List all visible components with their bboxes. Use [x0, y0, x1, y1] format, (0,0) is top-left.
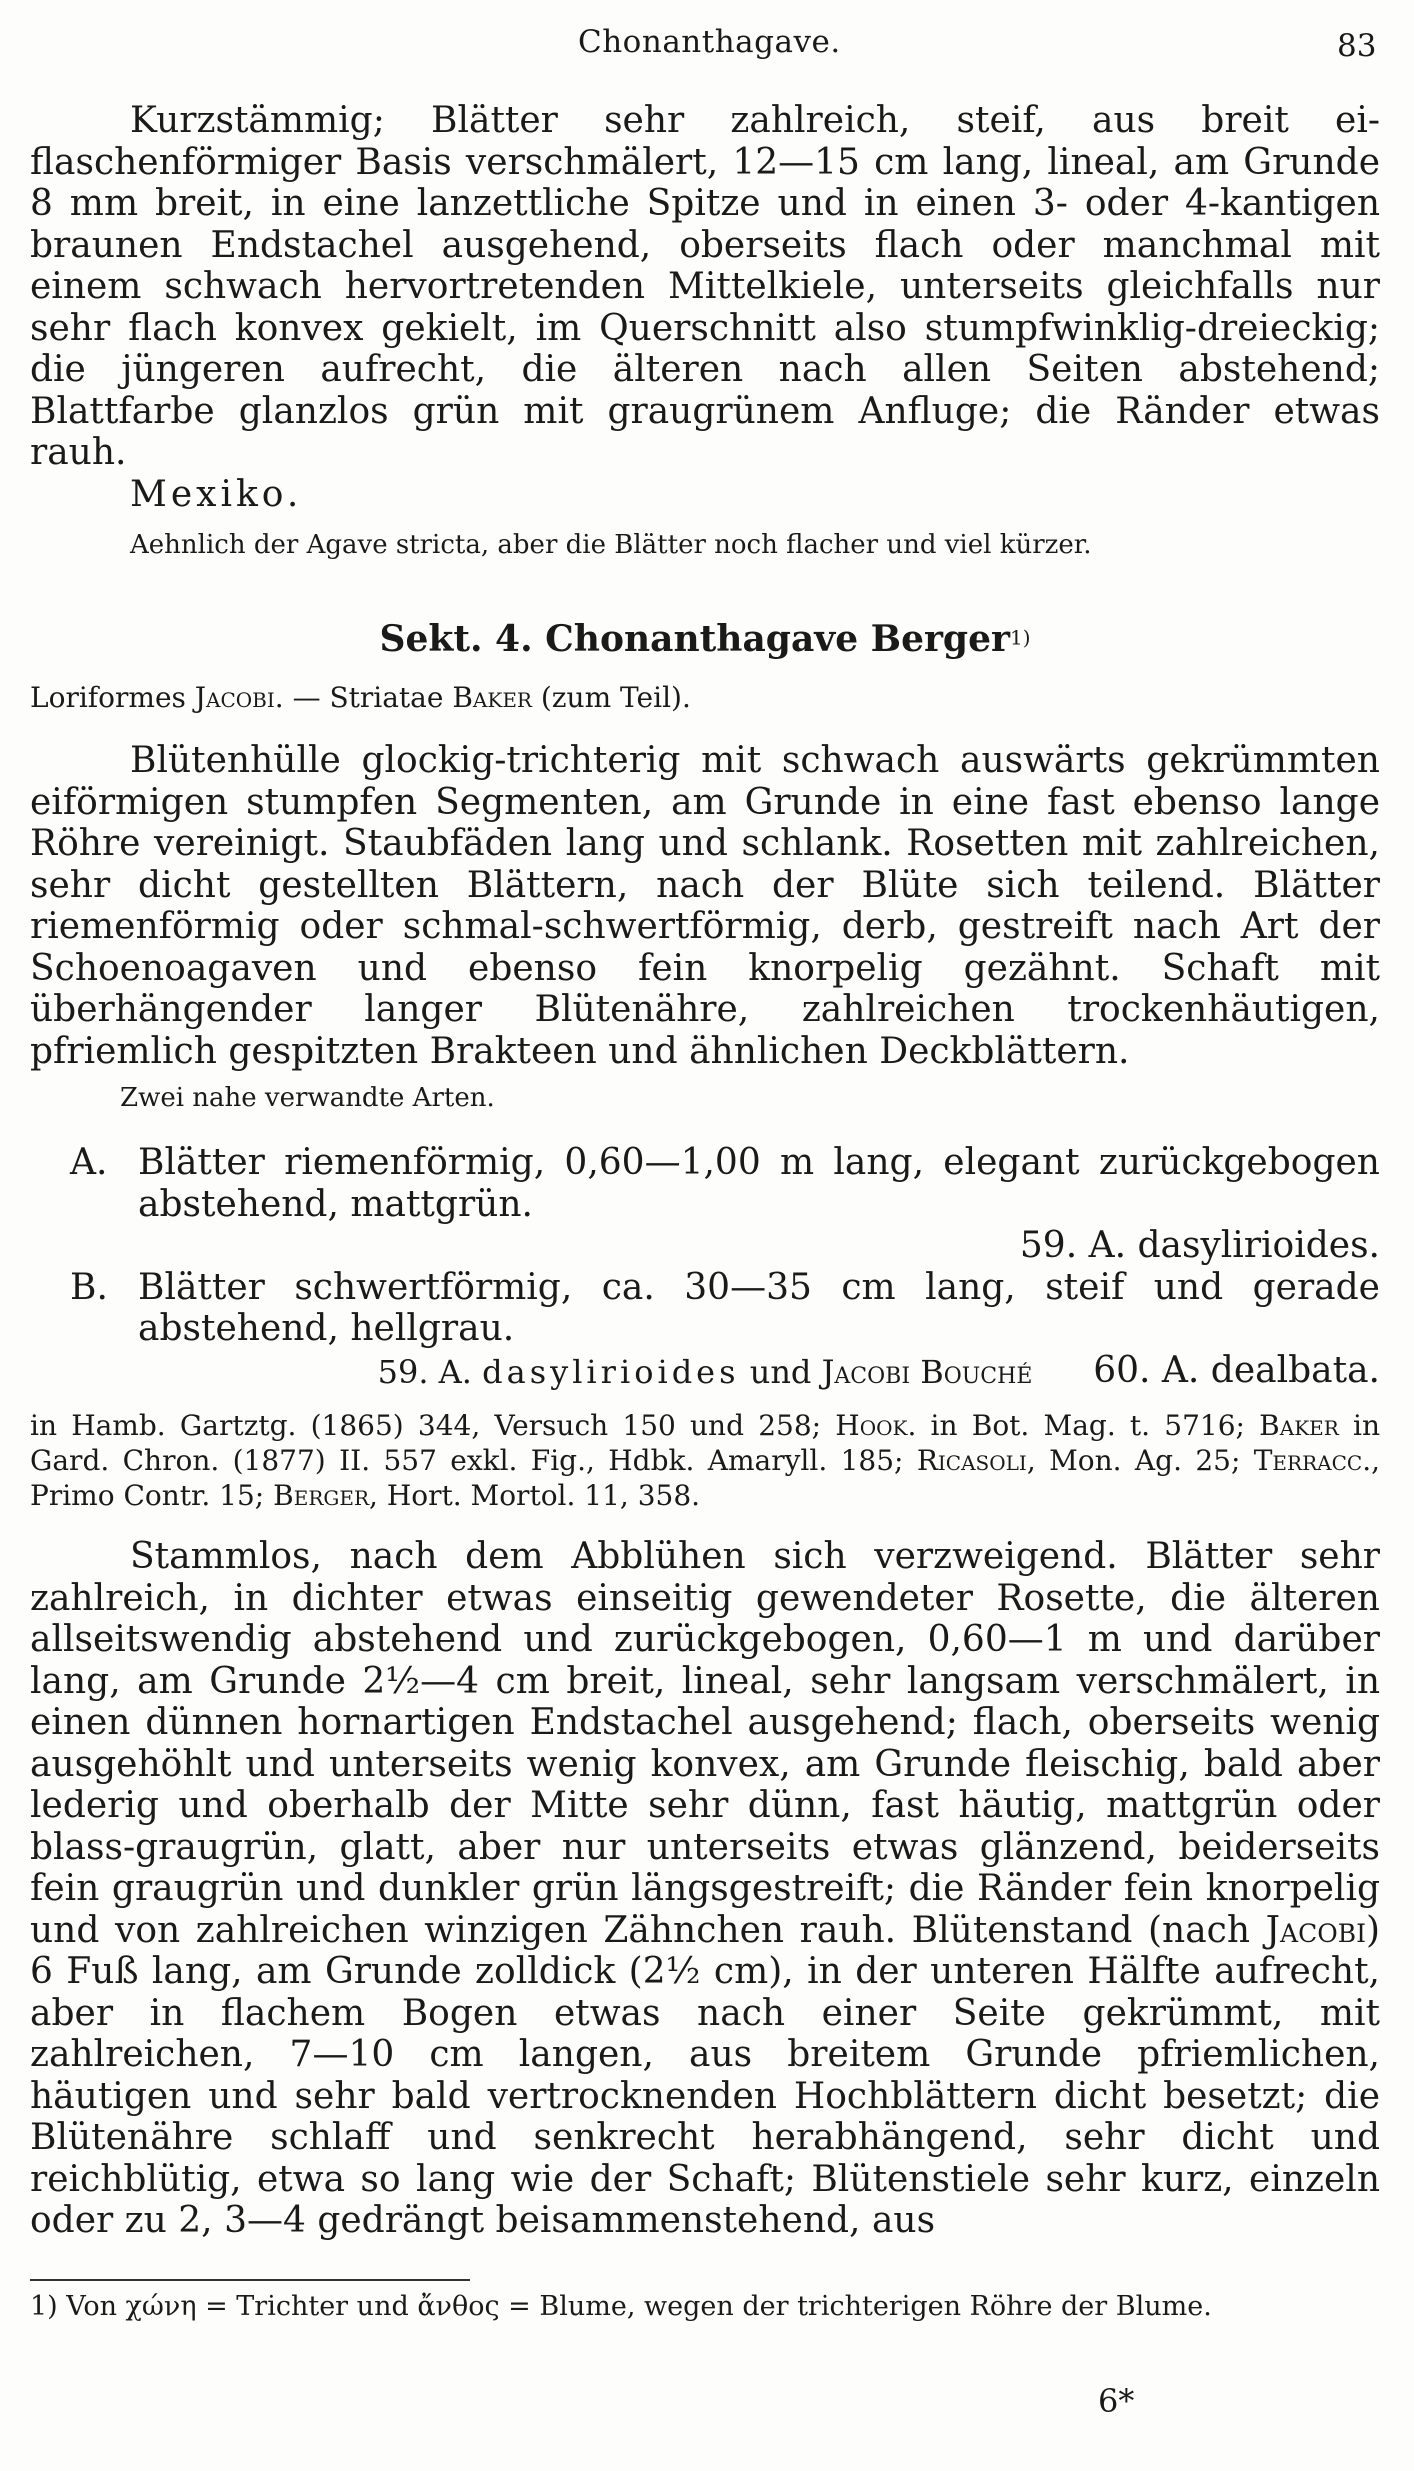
intro-description: Kurzstämmig; Blätter sehr zahlreich, steif, aus breit ei-flaschenförmiger Basis verschmälert, 12—15 cm lang, lineal, am Grunde 8 mm breit, in eine lanzettliche Spitze und in einen 3- oder 4-kantigen braunen Endstachel ausgehend, oberseits flach oder manchmal mit einem schwach hervortretenden Mittelkiele, unterseits gleichfalls nur sehr flach konvex gekielt, im Querschnitt also stumpfwinklig-dreieckig; die jüngeren aufrecht, die älteren nach allen Seiten abstehend; Blattfarbe glanzlos grün mit graugrünem Anfluge; die Ränder etwas rauh. — [30, 100, 1380, 473]
section-synonyms: Loriformes Jacobi. — Striatae Baker (zum Teil). — [30, 681, 691, 714]
footnote-marker: 1) — [1009, 625, 1031, 650]
species-note: Zwei nahe verwandte Arten. — [120, 1083, 495, 1113]
page-number: 83 — [1337, 28, 1377, 64]
section-description-block — [30, 740, 1380, 1118]
footnote-rule — [30, 2279, 470, 2281]
section-heading — [30, 618, 1380, 660]
species-heading: 59. A. dasylirioides und Jacobi Bouché — [377, 1353, 1033, 1391]
section-description: Blütenhülle glockig-trichterig mit schwach auswärts gekrümmten eiförmigen stumpfen Segmenten, am Grunde in eine fast ebenso lange Röhre vereinigt. Staubfäden lang und schlank. Rosetten mit zahlreichen, sehr dicht gestellten Blättern, nach der Blüte sich teilend. Blätter riemenförmig oder schmal-schwertförmig, derb, gestreift nach Art der Schoenoagaven und ebenso fein knorpelig gezähnt. Schaft mit überhängender langer Blütenähre, zahlreichen trockenhäutigen, pfriemlich gespitzten Brakteen und ähnlichen Deckblättern. — [30, 740, 1380, 1072]
footnote: 1) Von χώνη = Trichter und ἄνθος = Blume, wegen der trichterigen Röhre der Blume. — [30, 2291, 1212, 2322]
species-references: in Hamb. Gartztg. (1865) 344, Versuch 150 und 258; Hook. in Bot. Mag. t. 5716; Baker in Gard. Chron. (1877) II. 557 exkl. Fig., Hdbk. Amaryll. 185; Ricasoli, Mon. Ag. 25; Terracc., Primo Contr. 15; Berger, Hort. Mortol. 11, 358. — [30, 1409, 1380, 1512]
running-title: Chonanthagave. — [578, 24, 841, 60]
key-entry-a: A. Blätter riemenförmig, 0,60—1,00 m lang, elegant zurückgebogen abstehend, mattgrün. 59. A. dasylirioides. — [30, 1142, 1380, 1267]
key-result-a: 59. A. dasylirioides. — [1019, 1225, 1380, 1266]
signature-mark: 6* — [1098, 2382, 1135, 2420]
running-header — [0, 24, 1414, 74]
section-title: Sekt. 4. Chonanthagave Berger — [379, 618, 1010, 660]
intro-locality: Mexiko. — [130, 473, 303, 515]
intro-note: Aehnlich der Agave stricta, aber die Blätter noch flacher und viel kürzer. — [130, 530, 1092, 560]
species-description: Stammlos, nach dem Abblühen sich verzweigend. Blätter sehr zahlreich, in dichter etwas einseitig gewendeter Rosette, die älteren allseitswendig abstehend und zurückgebogen, 0,60—1 m und darüber lang, am Grunde 2½—4 cm breit, lineal, sehr langsam verschmälert, in einen dünnen hornartigen Endstachel ausgehend; flach, oberseits wenig ausgehöhlt und unterseits wenig konvex, am Grunde fleischig, bald aber lederig und oberhalb der Mitte sehr dünn, fast häutig, mattgrün oder blass-graugrün, glatt, aber nur unterseits etwas glänzend, beiderseits fein graugrün und dunkler grün längsgestreift; die Ränder fein knorpelig und von zahlreichen winzigen Zähnchen rauh. Blütenstand (nach Jacobi) 6 Fuß lang, am Grunde zolldick (2½ cm), in der unteren Hälfte aufrecht, aber in flachem Bogen etwas nach einer Seite gekrümmt, mit zahlreichen, 7—10 cm langen, aus breitem Grunde pfriemlichen, häutigen und sehr bald vertrocknenden Hochblättern dicht besetzt; die Blütenähre schlaff und senkrecht herabhängend, sehr dicht und reichblütig, etwa so lang wie der Schaft; Blütenstiele sehr kurz, einzeln oder zu 2, 3—4 gedrängt beisammenstehend, aus — [30, 1536, 1380, 2241]
key-entry-b: B. Blätter schwertförmig, ca. 30—35 cm lang, steif und gerade abstehend, hellgrau. 60. A. dealbata. — [30, 1267, 1380, 1392]
intro-block — [30, 100, 1380, 565]
species-name: dasylirioides — [482, 1353, 740, 1391]
species-description-block — [30, 1536, 1380, 2242]
key-result-b: 60. A. dealbata. — [1093, 1349, 1380, 1391]
